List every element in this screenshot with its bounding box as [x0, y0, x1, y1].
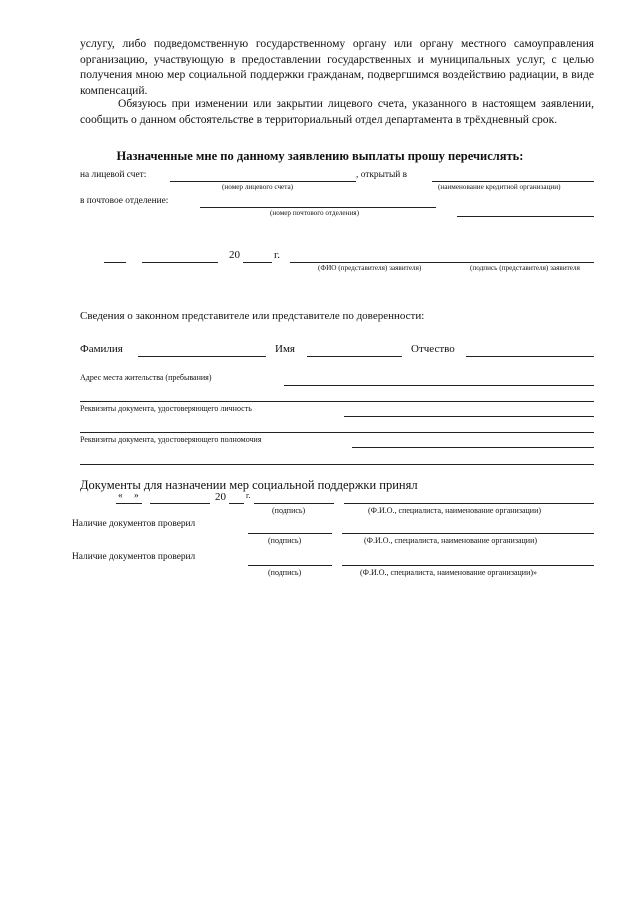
- representative-heading: Сведения о законном представителе или представителе по доверенности:: [80, 310, 425, 322]
- quote-close: »: [134, 491, 139, 501]
- accept-year-suffix: г.: [246, 491, 251, 500]
- accept-sign-field[interactable]: [254, 503, 334, 504]
- address-label: Адрес места жительства (пребывания): [80, 373, 212, 382]
- check2-sign-field[interactable]: [248, 565, 332, 566]
- address-field[interactable]: [284, 385, 594, 386]
- address-field-2[interactable]: [80, 401, 594, 402]
- paragraph-consent: [80, 36, 594, 98]
- acceptance-heading: Документы для назначении мер социальной поддержки принял: [80, 478, 418, 492]
- accept-day-field[interactable]: [116, 503, 142, 504]
- applicant-sign-caption: (подпись (представителя) заявителя: [470, 264, 580, 272]
- opened-in-label: , открытый в: [356, 170, 408, 180]
- check1-sign-caption: (подпись): [268, 536, 302, 545]
- year-field[interactable]: [243, 262, 272, 263]
- id-document-field[interactable]: [344, 416, 594, 417]
- patronymic-label: Отчество: [411, 343, 455, 355]
- account-label: на лицевой счет:: [80, 170, 147, 180]
- year-prefix: 20: [229, 249, 240, 261]
- check1-fio-field[interactable]: [342, 533, 594, 534]
- checked-label-2: Наличие документов проверил: [72, 552, 196, 562]
- surname-label: Фамилия: [80, 343, 123, 355]
- surname-field[interactable]: [138, 356, 266, 357]
- month-field[interactable]: [142, 262, 218, 263]
- accept-sign-caption: (подпись): [272, 506, 306, 515]
- day-field[interactable]: [104, 262, 126, 263]
- post-office-field[interactable]: [200, 207, 436, 208]
- account-caption: (номер лицевого счета): [222, 183, 294, 191]
- authority-document-field[interactable]: [352, 447, 594, 448]
- account-number-field[interactable]: [170, 181, 356, 182]
- accept-fio-field[interactable]: [344, 503, 594, 504]
- name-field[interactable]: [307, 356, 402, 357]
- accept-month-field[interactable]: [150, 503, 210, 504]
- paragraph-obligation: [80, 96, 594, 127]
- payment-heading: Назначенные мне по данному заявлению выплаты прошу перечислять:: [116, 149, 524, 163]
- paragraph-consent-text: услугу, либо подведомственную государственному органу или органу местного самоуправления организацию, участвующую в предоставлении государственных и муниципальных услуг, с целью получения мною мер социальной поддержки гражданам, подвергшимся воздействию радиации, в виде компенсаций.: [80, 37, 594, 97]
- check2-sign-caption: (подпись): [268, 568, 302, 577]
- fio-caption: (ФИО (представителя) заявителя): [318, 264, 422, 272]
- check1-fio-caption: (Ф.И.О., специалиста, наименование организации): [364, 536, 538, 545]
- bank-caption: (наименование кредитной организации): [438, 183, 561, 191]
- patronymic-field[interactable]: [466, 356, 594, 357]
- post-office-extra-field[interactable]: [457, 216, 594, 217]
- paragraph-obligation-text: Обязуюсь при изменении или закрытии лицевого счета, указанного в настоящем заявлении, сообщить о данном обстоятельстве в территориальный отдел департамента в трёхдневный срок.: [80, 97, 594, 126]
- check1-sign-field[interactable]: [248, 533, 332, 534]
- quote-open: «: [118, 491, 123, 501]
- checked-label-1: Наличие документов проверил: [72, 519, 196, 529]
- authority-document-label: Реквизиты документа, удостоверяющего полномочия: [80, 435, 262, 444]
- check2-fio-caption: (Ф.И.О., специалиста, наименование организации)»: [360, 568, 538, 577]
- check2-fio-field[interactable]: [342, 565, 594, 566]
- accept-fio-caption: (Ф.И.О., специалиста, наименование организации): [368, 506, 542, 515]
- applicant-fio-field[interactable]: [290, 262, 594, 263]
- name-label: Имя: [275, 343, 295, 355]
- post-office-label: в почтовое отделение:: [80, 196, 169, 206]
- authority-document-field-2[interactable]: [80, 464, 594, 465]
- id-document-label: Реквизиты документа, удостоверяющего личность: [80, 404, 252, 413]
- id-document-field-2[interactable]: [80, 432, 594, 433]
- accept-year-field[interactable]: [229, 503, 244, 504]
- post-office-caption: (номер почтового отделения): [270, 209, 359, 217]
- accept-year-prefix: 20: [215, 491, 226, 503]
- bank-name-field[interactable]: [432, 181, 594, 182]
- year-suffix: г.: [274, 249, 281, 261]
